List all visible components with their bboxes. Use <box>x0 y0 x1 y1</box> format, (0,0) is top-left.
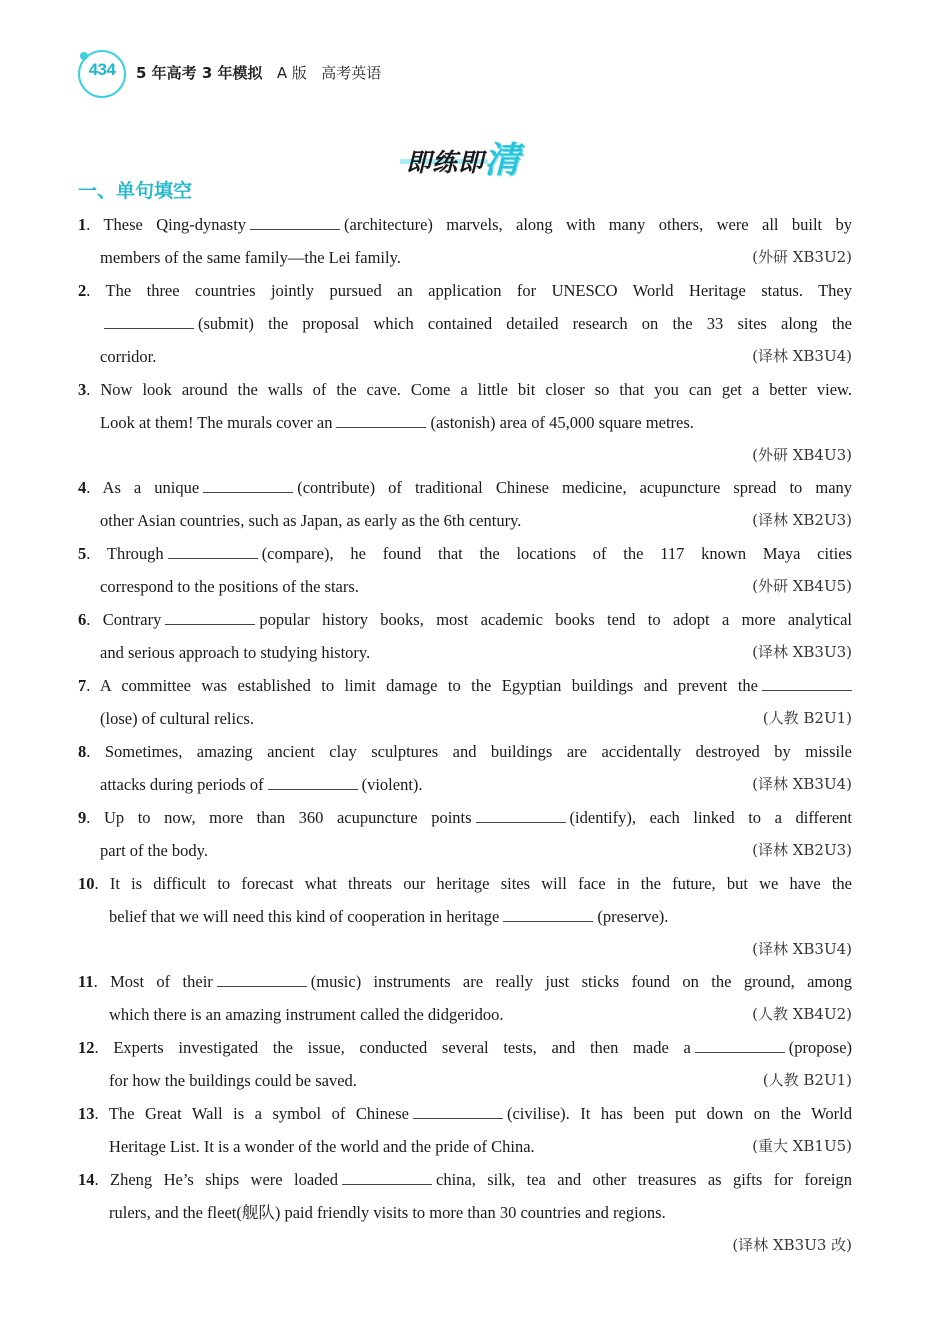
question-number: 8 <box>78 742 87 761</box>
answer-blank[interactable] <box>217 985 307 987</box>
question-number: 3 <box>78 380 87 399</box>
question-3: 3. Now look around the walls of the cave. Come a little bit closer so that you can get a better view. Look at them! The murals cover an (astonish) area of 45,000 square metres. (外研 XB4U3) <box>78 373 852 471</box>
question-number: 13 <box>78 1104 95 1123</box>
question-text: The three countries jointly pursued an application for UNESCO World Heritage status. They <box>105 281 852 300</box>
answer-blank[interactable] <box>695 1051 785 1053</box>
section-title: 一、单句填空 <box>78 180 193 202</box>
question-13: 13. The Great Wall is a symbol of Chinese (civilise). It has been put down on the World Heritage List. It is a wonder of the world and the pride of China. (重大 XB1U5) <box>78 1097 852 1163</box>
source-tag: (译林 XB3U3) <box>752 643 852 661</box>
question-text: Now look around the walls of the cave. Come a little bit closer so that you can get a better view. <box>100 380 852 399</box>
question-9: 9. Up to now, more than 360 acupuncture points (identify), each linked to a different part of the body. (译林 XB2U3) <box>78 801 852 867</box>
question-text: part of the body. <box>100 841 208 860</box>
question-text: (violent). <box>361 775 423 794</box>
question-10: 10. It is difficult to forecast what threats our heritage sites will face in the future, but we have the belief that we will need this kind of cooperation in heritage (preserve). (译林 XB3U4) <box>78 867 852 965</box>
question-text: A committee was established to limit damage to the Egyptian buildings and prevent the <box>99 676 758 695</box>
question-number: 2 <box>78 281 87 300</box>
source-tag: (外研 XB4U5) <box>752 577 852 595</box>
answer-blank[interactable] <box>165 623 255 625</box>
question-text: china, silk, tea and other treasures as gifts for foreign <box>436 1170 852 1189</box>
answer-blank[interactable] <box>104 327 194 329</box>
question-number: 11 <box>78 972 94 991</box>
answer-blank[interactable] <box>168 557 258 559</box>
book-title <box>136 62 381 83</box>
source-tag: (人教 B2U1) <box>762 1071 852 1089</box>
question-text: Heritage List. It is a wonder of the world and the pride of China. <box>109 1137 535 1156</box>
question-number: 12 <box>78 1038 95 1057</box>
question-text: popular history books, most academic books tend to adopt a more analytical <box>259 610 852 629</box>
question-text: belief that we will need this kind of cooperation in heritage <box>109 907 500 926</box>
answer-blank[interactable] <box>250 228 340 230</box>
question-text: (lose) of cultural relics. <box>100 709 254 728</box>
source-tag: (外研 XB3U2) <box>752 248 852 266</box>
banner-text: 即练即 <box>406 148 485 177</box>
question-number: 10 <box>78 874 95 893</box>
answer-blank[interactable] <box>762 689 852 691</box>
source-tag: (人教 XB4U2) <box>752 1005 852 1023</box>
question-text: (identify), each linked to a different <box>569 808 852 827</box>
source-tag: (重大 XB1U5) <box>752 1137 852 1155</box>
question-text: other Asian countries, such as Japan, as early as the 6th century. <box>100 511 522 530</box>
source-tag: (译林 XB3U4) <box>752 775 852 793</box>
source-tag: (外研 XB4U3) <box>752 446 852 464</box>
page-header <box>78 48 478 98</box>
question-text: As a unique <box>102 478 200 497</box>
question-text: (music) instruments are really just sticks found on the ground, among <box>310 972 852 991</box>
question-text: which there is an amazing instrument called the didgeridoo. <box>109 1005 504 1024</box>
question-number: 9 <box>78 808 87 827</box>
question-text: members of the same family—the Lei family. <box>100 248 401 267</box>
section-banner <box>406 128 521 181</box>
question-2: 2. The three countries jointly pursued an application for UNESCO World Heritage status. They (submit) the proposal which contained detailed research on the 33 sites along the corridor. (译林 XB3U4) <box>78 274 852 373</box>
question-text: (civilise). It has been put down on the World <box>506 1104 852 1123</box>
answer-blank[interactable] <box>476 821 566 823</box>
question-text: (architecture) marvels, along with many others, were all built by <box>344 215 852 234</box>
question-text: attacks during periods of <box>100 775 264 794</box>
question-6: 6. Contrary popular history books, most academic books tend to adopt a more analytical and serious approach to studying history. (译林 XB3U3) <box>78 603 852 669</box>
question-text: for how the buildings could be saved. <box>109 1071 357 1090</box>
question-text: rulers, and the fleet(舰队) paid friendly visits to more than 30 countries and regions. <box>109 1203 666 1222</box>
source-tag: (人教 B2U1) <box>762 709 852 727</box>
answer-blank[interactable] <box>342 1183 432 1185</box>
source-tag: (译林 XB3U4) <box>752 940 852 958</box>
answer-blank[interactable] <box>413 1117 503 1119</box>
answer-blank[interactable] <box>503 920 593 922</box>
source-tag: (译林 XB2U3) <box>752 511 852 529</box>
question-5: 5. Through (compare), he found that the locations of the 117 known Maya cities correspond to the positions of the stars. (外研 XB4U5) <box>78 537 852 603</box>
question-11: 11. Most of their (music) instruments are really just sticks found on the ground, among which there is an amazing instrument called the didgeridoo. (人教 XB4U2) <box>78 965 852 1031</box>
question-text: Look at them! The murals cover an <box>100 413 333 432</box>
question-text: These Qing-dynasty <box>103 215 247 234</box>
page-number: 434 <box>88 60 116 79</box>
question-text: Most of their <box>110 972 213 991</box>
question-text: corridor. <box>100 347 157 366</box>
book-subject: 高考英语 <box>321 64 382 82</box>
question-text: It is difficult to forecast what threats our heritage sites will face in the future, but we have the <box>109 874 852 893</box>
banner-accent-text: 清 <box>484 140 521 181</box>
question-text: (submit) the proposal which contained detailed research on the 33 sites along the <box>198 314 852 333</box>
question-text: Zheng He’s ships were loaded <box>110 1170 338 1189</box>
book-edition: A 版 <box>276 64 307 82</box>
question-text: correspond to the positions of the stars. <box>100 577 359 596</box>
question-number: 4 <box>78 478 87 497</box>
question-14: 14. Zheng He’s ships were loaded china, silk, tea and other treasures as gifts for foreign rulers, and the fleet(舰队) paid friendly visits to more than 30 countries and regions. (译林 XB3U3 改) <box>78 1163 852 1261</box>
question-text: Experts investigated the issue, conducted several tests, and then made a <box>113 1038 691 1057</box>
source-tag: (译林 XB2U3) <box>752 841 852 859</box>
question-number: 7 <box>78 676 87 695</box>
question-text: and serious approach to studying history. <box>100 643 371 662</box>
question-number: 14 <box>78 1170 95 1189</box>
question-text: Sometimes, amazing ancient clay sculptures and buildings are accidentally destroyed by missile <box>104 742 852 761</box>
question-text: Through <box>106 544 164 563</box>
question-number: 6 <box>78 610 87 629</box>
question-text: Contrary <box>102 610 162 629</box>
question-text: (astonish) area of 45,000 square metres. <box>430 413 694 432</box>
question-number: 1 <box>78 215 87 234</box>
question-text: (compare), he found that the locations of the 117 known Maya cities <box>261 544 852 563</box>
source-tag: (译林 XB3U3 改) <box>732 1236 852 1254</box>
question-text: Up to now, more than 360 acupuncture points <box>103 808 472 827</box>
answer-blank[interactable] <box>268 788 358 790</box>
question-4: 4. As a unique (contribute) of traditional Chinese medicine, acupuncture spread to many other Asian countries, such as Japan, as early as the 6th century. (译林 XB2U3) <box>78 471 852 537</box>
answer-blank[interactable] <box>336 426 426 428</box>
question-number: 5 <box>78 544 87 563</box>
question-7: 7. A committee was established to limit damage to the Egyptian buildings and prevent the (lose) of cultural relics. (人教 B2U1) <box>78 669 852 735</box>
question-text: (contribute) of traditional Chinese medicine, acupuncture spread to many <box>297 478 852 497</box>
question-1: 1. These Qing-dynasty (architecture) marvels, along with many others, were all built by members of the same family—the Lei family. (外研 XB3U2) <box>78 208 852 274</box>
question-text: (preserve). <box>597 907 669 926</box>
book-title-main: 5 年高考 3 年模拟 <box>136 64 263 82</box>
question-8: 8. Sometimes, amazing ancient clay sculptures and buildings are accidentally destroyed by missile attacks during periods of (violent). (译林 XB3U4) <box>78 735 852 801</box>
question-text: (propose) <box>788 1038 852 1057</box>
source-tag: (译林 XB3U4) <box>752 347 852 365</box>
question-12: 12. Experts investigated the issue, conducted several tests, and then made a (propose) for how the buildings could be saved. (人教 B2U1) <box>78 1031 852 1097</box>
answer-blank[interactable] <box>203 491 293 493</box>
decorative-dot-icon <box>80 52 88 60</box>
question-text: The Great Wall is a symbol of Chinese <box>108 1104 409 1123</box>
